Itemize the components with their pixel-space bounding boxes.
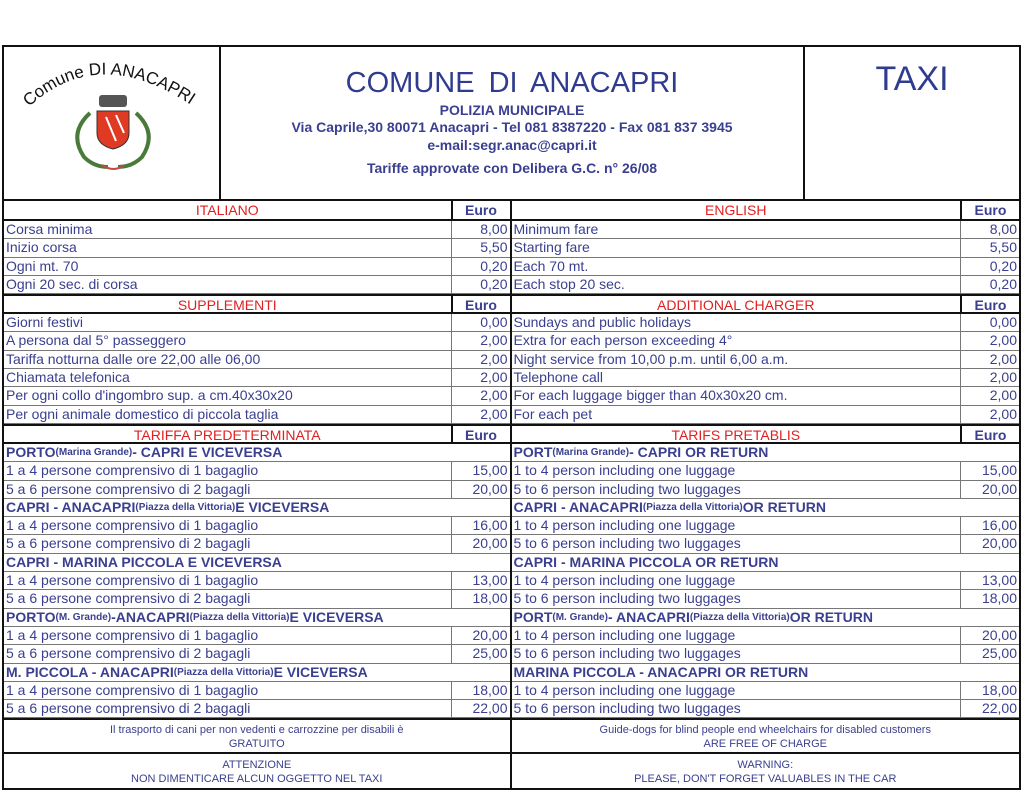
row-value: 16,00 <box>451 517 510 534</box>
row-label: Chiamata telefonica <box>6 369 130 386</box>
table-row <box>512 535 1020 553</box>
route-header <box>4 609 510 627</box>
row-label: Tariffa notturna dalle ore 22,00 alle 06,00 <box>6 350 261 367</box>
table-row <box>512 700 1020 718</box>
row-label: 5 to 6 person including two luggages <box>513 645 741 662</box>
table-row <box>4 517 510 535</box>
table-row <box>4 462 510 480</box>
route-part: CAPRI - ANACAPRI <box>513 498 643 515</box>
section-title: SUPPLEMENTI <box>177 297 277 314</box>
row-value: 2,00 <box>960 332 1019 349</box>
table-row <box>4 314 510 332</box>
route-part: (M. Grande) <box>55 611 112 623</box>
route-part: CAPRI - ANACAPRI <box>6 498 136 515</box>
row-value: 18,00 <box>451 682 510 699</box>
header-center <box>221 47 805 199</box>
section-header <box>512 294 1020 314</box>
row-label: 1 to 4 person including one luggage <box>513 517 736 534</box>
row-label: Telephone call <box>513 369 604 386</box>
route-part: -ANACAPRI <box>111 608 190 625</box>
route-part: (Marina Grande) <box>552 446 630 458</box>
note-line: GRATUITO <box>228 738 285 751</box>
section-title: ADDITIONAL CHARGER <box>657 297 815 314</box>
row-value: 8,00 <box>960 221 1019 238</box>
section-header <box>512 201 1020 221</box>
table-row <box>4 239 510 257</box>
row-value: 2,00 <box>451 387 510 404</box>
route-header <box>4 444 510 462</box>
row-label: Starting fare <box>513 239 590 256</box>
table-row <box>512 239 1020 257</box>
route-part: (Piazza della Vittoria) <box>642 501 743 513</box>
table-row <box>4 481 510 499</box>
taxi-label: TAXI <box>875 60 949 98</box>
route-part: - CAPRI E VICEVERSA <box>132 443 283 460</box>
row-label: 1 a 4 persone comprensivo di 1 bagaglio <box>6 626 259 643</box>
row-value: 2,00 <box>960 369 1019 386</box>
address: Via Caprile,30 80071 Anacapri - Tel 081 8387220 - Fax 081 837 3945 <box>291 119 733 135</box>
row-label: 1 a 4 persone comprensivo di 1 bagaglio <box>6 572 259 589</box>
taxi-box <box>805 47 1019 199</box>
row-value: 22,00 <box>451 700 510 717</box>
row-value: 15,00 <box>960 462 1019 479</box>
table-row <box>512 369 1020 387</box>
municipality-logo <box>4 47 221 199</box>
row-label: Each 70 mt. <box>513 257 589 274</box>
route-part: (Piazza della Vittoria) <box>189 611 290 623</box>
table-row <box>4 627 510 645</box>
row-label: Giorni festivi <box>6 314 84 331</box>
tariff-sheet <box>2 45 1021 790</box>
table-row <box>512 481 1020 499</box>
route-part: (Piazza della Vittoria) <box>173 666 274 678</box>
row-label: 5 to 6 person including two luggages <box>513 700 741 717</box>
row-value: 0,20 <box>451 258 510 275</box>
route-part: OR RETURN <box>742 498 826 515</box>
table-row <box>4 406 510 424</box>
coat-of-arms-icon <box>4 47 217 197</box>
route-part: E VICEVERSA <box>289 608 384 625</box>
row-label: Corsa minima <box>6 221 93 237</box>
row-value: 20,00 <box>960 481 1019 498</box>
table-row <box>512 462 1020 480</box>
euro-header: Euro <box>960 426 1019 442</box>
table-row <box>4 572 510 590</box>
row-value: 20,00 <box>451 481 510 498</box>
row-label: 5 a 6 persone comprensivo di 2 bagagli <box>6 590 251 607</box>
table-row <box>512 645 1020 663</box>
row-label: 5 a 6 persone comprensivo di 2 bagagli <box>6 480 251 497</box>
row-value: 18,00 <box>960 682 1019 699</box>
euro-header: Euro <box>451 296 510 312</box>
table-row <box>4 700 510 718</box>
route-part: - CAPRI OR RETURN <box>629 443 769 460</box>
route-part: PORTO <box>6 443 56 460</box>
route-part: CAPRI - MARINA PICCOLA E VICEVERSA <box>6 553 282 570</box>
route-header <box>512 664 1020 682</box>
warning-note <box>4 752 510 788</box>
table-row <box>512 517 1020 535</box>
row-value: 25,00 <box>960 645 1019 662</box>
euro-header: Euro <box>451 426 510 442</box>
section-title: ITALIANO <box>195 202 259 218</box>
row-value: 18,00 <box>960 590 1019 607</box>
row-value: 5,50 <box>960 239 1019 256</box>
row-label: 1 to 4 person including one luggage <box>513 462 736 479</box>
route-part: MARINA PICCOLA - ANACAPRI OR RETURN <box>513 663 809 680</box>
approval-note: Tariffe approvate con Delibera G.C. n° 26/08 <box>366 160 658 176</box>
route-part: (Piazza della Vittoria) <box>135 501 236 513</box>
row-value: 20,00 <box>960 627 1019 644</box>
route-part: PORTO <box>6 608 56 625</box>
row-label: Sundays and public holidays <box>513 314 691 331</box>
euro-header: Euro <box>960 296 1019 312</box>
table-row <box>512 572 1020 590</box>
row-value: 8,00 <box>451 221 510 238</box>
free-transport-note <box>512 718 1020 752</box>
route-part: OR RETURN <box>789 608 873 625</box>
euro-header: Euro <box>451 201 510 219</box>
row-label: 5 to 6 person including two luggages <box>513 590 741 607</box>
route-header <box>512 444 1020 462</box>
route-part: PORT <box>513 608 553 625</box>
row-label: Night service from 10,00 p.m. until 6,00 a.m. <box>513 350 789 367</box>
route-header <box>512 609 1020 627</box>
row-value: 13,00 <box>451 572 510 589</box>
row-value: 18,00 <box>451 590 510 607</box>
email: e-mail:segr.anac@capri.it <box>427 137 597 153</box>
row-label: 1 to 4 person including one luggage <box>513 626 736 643</box>
logo-text: Comune DI ANACAPRI <box>19 59 199 110</box>
note-line: ARE FREE OF CHARGE <box>703 738 827 751</box>
note-line: WARNING: <box>737 759 794 772</box>
table-row <box>512 332 1020 350</box>
row-value: 20,00 <box>451 627 510 644</box>
row-label: Ogni mt. 70 <box>6 257 79 274</box>
row-label: 5 to 6 person including two luggages <box>513 535 741 552</box>
section-header <box>4 294 510 314</box>
row-value: 0,20 <box>960 258 1019 275</box>
section-title: TARIFFA PREDETERMINATA <box>133 426 321 443</box>
row-value: 2,00 <box>960 406 1019 423</box>
row-label: 1 to 4 person including one luggage <box>513 681 736 698</box>
table-row <box>4 221 510 239</box>
row-label: 1 to 4 person including one luggage <box>513 572 736 589</box>
table-row <box>512 314 1020 332</box>
route-part: (Piazza della Vittoria) <box>689 611 790 623</box>
subtitle: POLIZIA MUNICIPALE <box>439 102 585 118</box>
table-row <box>4 682 510 700</box>
row-value: 2,00 <box>960 387 1019 404</box>
row-label: 5 to 6 person including two luggages <box>513 480 741 497</box>
row-label: Per ogni animale domestico di piccola taglia <box>6 405 279 422</box>
table-row <box>512 682 1020 700</box>
row-label: 5 a 6 persone comprensivo di 2 bagagli <box>6 535 251 552</box>
route-part: E VICEVERSA <box>235 498 330 515</box>
route-part: M. PICCOLA - ANACAPRI <box>6 663 174 680</box>
header <box>4 47 1019 201</box>
table-row <box>4 332 510 350</box>
english-column <box>512 201 1020 788</box>
italian-column <box>4 201 512 788</box>
row-label: For each luggage bigger than 40x30x20 cm. <box>513 387 788 404</box>
row-value: 16,00 <box>960 517 1019 534</box>
table-row <box>512 276 1020 294</box>
row-label: Extra for each person exceeding 4° <box>513 332 733 349</box>
route-header <box>4 664 510 682</box>
row-value: 2,00 <box>451 369 510 386</box>
section-title: TARIFS PRETABLIS <box>671 426 801 443</box>
table-row <box>512 258 1020 276</box>
row-value: 22,00 <box>960 700 1019 717</box>
route-header <box>512 499 1020 517</box>
route-part: - ANACAPRI <box>607 608 690 625</box>
page-title: COMUNE DI ANACAPRI <box>345 67 679 99</box>
note-line: NON DIMENTICARE ALCUN OGGETTO NEL TAXI <box>131 773 383 786</box>
row-label: Each stop 20 sec. <box>513 275 625 292</box>
warning-note <box>512 752 1020 788</box>
table-row <box>4 645 510 663</box>
note-line: ATTENZIONE <box>222 759 292 772</box>
row-value: 13,00 <box>960 572 1019 589</box>
section-header <box>4 424 510 444</box>
euro-header: Euro <box>960 201 1019 219</box>
row-value: 2,00 <box>451 332 510 349</box>
section-header <box>4 201 510 221</box>
route-part: (Marina Grande) <box>55 446 133 458</box>
row-label: A persona dal 5° passeggero <box>6 332 186 349</box>
table-row <box>4 535 510 553</box>
row-value: 0,20 <box>451 276 510 293</box>
row-value: 0,00 <box>451 314 510 331</box>
row-label: Inizio corsa <box>6 239 77 256</box>
route-header <box>512 554 1020 572</box>
row-label: Minimum fare <box>513 221 599 237</box>
table-row <box>512 387 1020 405</box>
row-value: 2,00 <box>451 351 510 368</box>
route-header <box>4 554 510 572</box>
row-value: 15,00 <box>451 462 510 479</box>
row-value: 20,00 <box>451 535 510 552</box>
row-label: Ogni 20 sec. di corsa <box>6 275 138 292</box>
note-line: Guide-dogs for blind people end wheelchairs for disabled customers <box>599 724 931 737</box>
table-row <box>512 351 1020 369</box>
row-value: 25,00 <box>451 645 510 662</box>
row-value: 2,00 <box>960 351 1019 368</box>
row-label: 1 a 4 persone comprensivo di 1 bagaglio <box>6 462 259 479</box>
route-part: E VICEVERSA <box>273 663 368 680</box>
table-row <box>4 351 510 369</box>
table-row <box>4 369 510 387</box>
table-row <box>512 221 1020 239</box>
free-transport-note <box>4 718 510 752</box>
route-part: CAPRI - MARINA PICCOLA OR RETURN <box>513 553 779 570</box>
route-part: (M. Grande) <box>552 611 608 623</box>
row-label: 1 a 4 persone comprensivo di 1 bagaglio <box>6 517 259 534</box>
table-row <box>512 590 1020 608</box>
table-row <box>4 387 510 405</box>
table-row <box>512 627 1020 645</box>
note-line: Il trasporto di cani per non vedenti e carrozzine per disabili è <box>110 724 404 737</box>
note-line: PLEASE, DON'T FORGET VALUABLES IN THE CAR <box>634 773 897 786</box>
table-row <box>4 258 510 276</box>
row-value: 2,00 <box>451 406 510 423</box>
row-value: 20,00 <box>960 535 1019 552</box>
row-label: 1 a 4 persone comprensivo di 1 bagaglio <box>6 681 259 698</box>
table-row <box>4 276 510 294</box>
table-row <box>512 406 1020 424</box>
table-row <box>4 590 510 608</box>
row-value: 0,00 <box>960 314 1019 331</box>
section-title: ENGLISH <box>705 202 767 218</box>
route-header <box>4 499 510 517</box>
row-label: 5 a 6 persone comprensivo di 2 bagagli <box>6 700 251 717</box>
route-part: PORT <box>513 443 553 460</box>
row-value: 0,20 <box>960 276 1019 293</box>
section-header <box>512 424 1020 444</box>
row-value: 5,50 <box>451 239 510 256</box>
row-label: Per ogni collo d'ingombro sup. a cm.40x30x20 <box>6 387 293 404</box>
row-label: 5 a 6 persone comprensivo di 2 bagagli <box>6 645 251 662</box>
row-label: For each pet <box>513 405 593 422</box>
